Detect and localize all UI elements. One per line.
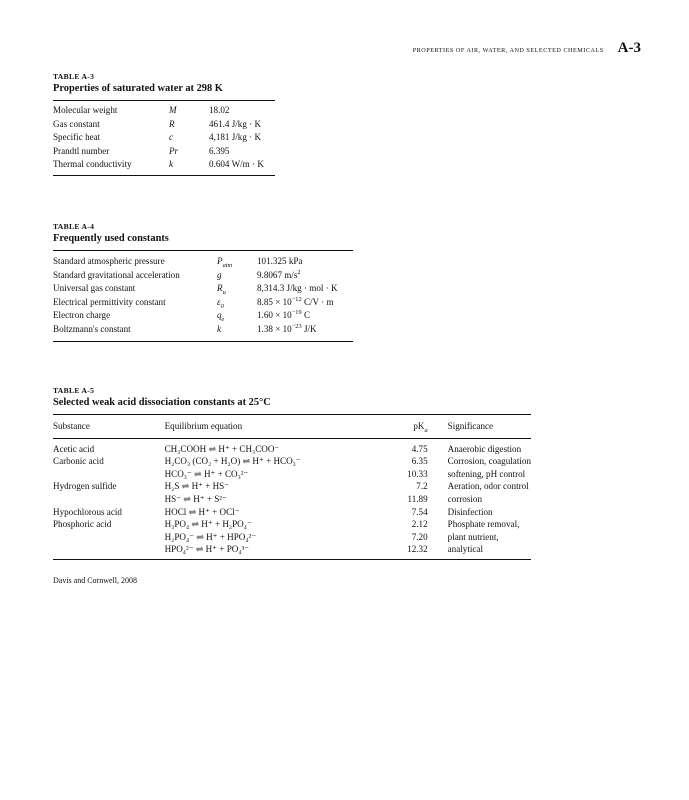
pka-cell: 11.89 (407, 493, 428, 504)
property-name: Prandtl number (53, 145, 110, 156)
running-head (413, 40, 641, 57)
table-row (53, 282, 353, 296)
substance-cell (53, 493, 165, 506)
constant-value: 9.8067 $m/s^2$ (257, 268, 301, 280)
table-row (53, 493, 531, 506)
property-value: 18.02 (209, 105, 230, 115)
substance-cell: Phosphoric acid (53, 519, 112, 530)
property-symbol: M (169, 105, 177, 115)
table-row (53, 158, 275, 175)
property-symbol: R (169, 118, 175, 129)
substance-cell: Carbonic acid (53, 456, 104, 467)
equation-cell: HOCl ⇌ H⁺ + OCl⁻ (164, 506, 240, 517)
property-symbol: Pr (169, 145, 179, 156)
table-a5 (53, 386, 531, 560)
constant-symbol: $R_u$ (217, 283, 226, 296)
table-row (53, 131, 275, 145)
table-header-row (53, 415, 531, 439)
property-value: 461.4 J/kg · K (209, 118, 262, 129)
significance-cell: plant nutrient, (447, 531, 499, 542)
pka-cell: 2.12 (411, 519, 428, 530)
table-row (53, 269, 353, 283)
running-head-title: PROPERTIES OF AIR, WATER, AND SELECTED CHEMICALS (412, 47, 604, 54)
constant-symbol: $q_e$ (217, 310, 225, 324)
significance-cell: Aeration, odor control (447, 481, 529, 492)
page-number: A-3 (617, 40, 641, 56)
pka-cell: 7.2 (416, 481, 428, 492)
significance-cell: softening, pH control (447, 468, 526, 479)
significance-cell: Anaerobic digestion (447, 443, 522, 454)
property-name: Molecular weight (53, 105, 118, 115)
pka-cell: 12.32 (407, 544, 428, 555)
pka-cell: 7.54 (411, 506, 428, 517)
constant-name: Universal gas constant (53, 283, 136, 294)
constant-symbol: $\varepsilon_0$ (217, 296, 224, 310)
constant-value: 8,314.3 J/kg · mol · K (257, 283, 338, 294)
property-value: 0.604 W/m · K (209, 159, 264, 170)
significance-cell: corrosion (447, 493, 482, 504)
table-row (53, 323, 353, 341)
substance-cell: Acetic acid (53, 443, 95, 454)
significance-cell: Phosphate removal, (447, 519, 520, 530)
constant-value: 101.325 kPa (257, 256, 303, 266)
pka-cell: 4.75 (411, 443, 428, 454)
significance-cell: analytical (447, 544, 483, 555)
table-row (53, 480, 531, 493)
table-row (53, 296, 353, 310)
equation-cell: HS⁻ ⇌ H⁺ + S²⁻ (164, 493, 227, 504)
property-value: 6.395 (209, 145, 230, 156)
table-row (53, 438, 531, 455)
table-row (53, 468, 531, 481)
substance-cell (53, 531, 165, 544)
column-header-equation: Equilibrium equation (165, 415, 382, 439)
table-a3-grid (53, 100, 275, 176)
constant-name: Electron charge (53, 310, 111, 321)
property-value: 4,181 J/kg · K (209, 132, 262, 143)
table-row (53, 518, 531, 531)
significance-cell: Corrosion, coagulation (447, 456, 531, 467)
source-citation: Davis and Cornwell, 2008 (53, 576, 137, 585)
table-label: TABLE A-3 (53, 72, 95, 81)
constant-symbol: g (217, 269, 222, 280)
equation-cell: H₂CO₃ (CO₂ + H₂O) ⇌ H⁺ + HCO₃⁻ (164, 456, 301, 467)
constant-symbol: k (217, 323, 222, 334)
table-a5-grid (53, 414, 531, 560)
column-header-pka: $pK_a$ (382, 415, 448, 439)
table-row (53, 506, 531, 519)
substance-cell: Hypochlorous acid (53, 506, 122, 517)
table-title: Properties of saturated water at 298 K (53, 83, 223, 94)
table-title: Selected weak acid dissociation constants at 25°C (53, 397, 271, 408)
pka-cell: 10.33 (407, 468, 428, 479)
property-name: Specific heat (53, 132, 101, 143)
constant-name: Standard atmospheric pressure (53, 256, 165, 266)
table-row (53, 145, 275, 159)
equation-cell: HPO₄²⁻ ⇌ H⁺ + PO₄³⁻ (164, 544, 250, 555)
table-label: TABLE A-4 (53, 222, 95, 231)
table-row (53, 251, 353, 269)
substance-cell: Hydrogen sulfide (53, 481, 117, 492)
substance-cell (53, 468, 165, 481)
property-symbol: c (169, 132, 174, 143)
table-title: Frequently used constants (53, 233, 169, 244)
table-row (53, 455, 531, 468)
table-a4 (53, 222, 353, 342)
equation-cell: H₂PO₄⁻ ⇌ H⁺ + HPO₄²⁻ (164, 531, 257, 542)
constant-value: $1.38 \times 10^{-23}$ J/K (257, 322, 317, 334)
property-name: Gas constant (53, 118, 100, 129)
constant-symbol: $P_{atm}$ (217, 256, 233, 269)
equation-cell: HCO₃⁻ ⇌ H⁺ + CO₃²⁻ (164, 468, 249, 479)
significance-cell: Disinfection (447, 506, 493, 517)
table-row (53, 309, 353, 323)
table-row (53, 531, 531, 544)
table-label: TABLE A-5 (53, 386, 95, 395)
constant-value: $8.85 \times 10^{-12}$ C/V · m (257, 295, 334, 307)
constant-name: Electrical permittivity constant (53, 296, 166, 307)
pka-cell: 7.20 (411, 531, 428, 542)
table-a4-grid (53, 250, 353, 342)
table-row (53, 101, 275, 118)
constant-name: Boltzmann's constant (53, 323, 131, 334)
property-name: Thermal conductivity (53, 159, 132, 170)
column-header-significance: Significance (448, 415, 531, 439)
column-header-substance: Substance (53, 415, 165, 439)
table-a3 (53, 72, 275, 176)
pka-cell: 6.35 (411, 456, 428, 467)
property-symbol: k (169, 159, 174, 170)
constant-value: $1.60 \times 10^{-19}$ C (257, 309, 311, 321)
substance-cell (53, 543, 165, 559)
constant-name: Standard gravitational acceleration (53, 269, 180, 280)
equation-cell: CH₃COOH ⇌ H⁺ + CH₃COO⁻ (164, 443, 280, 454)
equation-cell: H₃PO₄ ⇌ H⁺ + H₂PO₄⁻ (164, 519, 252, 530)
table-row (53, 543, 531, 559)
table-row (53, 118, 275, 132)
equation-cell: H₂S ⇌ H⁺ + HS⁻ (164, 481, 230, 492)
